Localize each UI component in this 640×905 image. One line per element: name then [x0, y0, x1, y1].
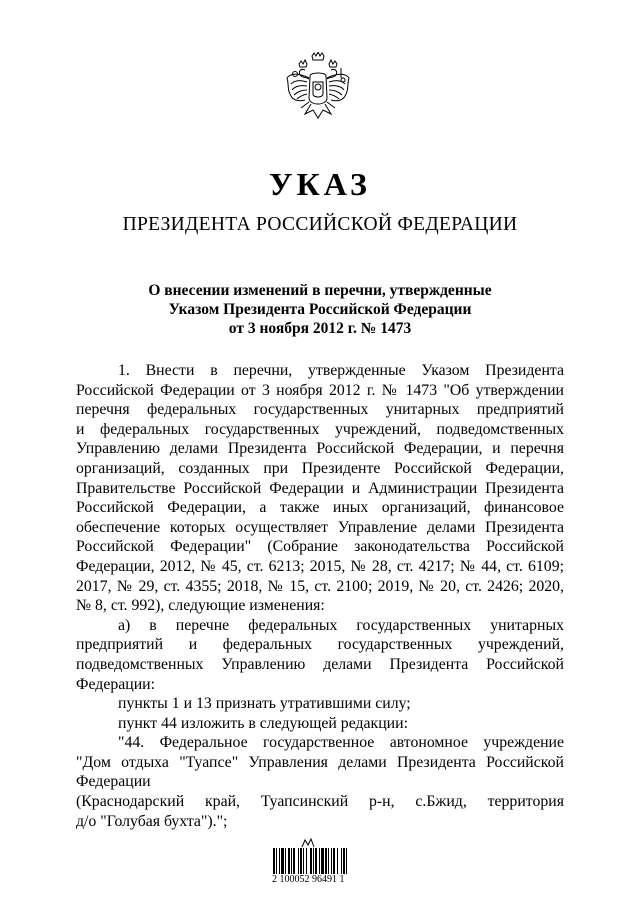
body-line: и федеральных государственных учреждений, подведомственных	[76, 420, 564, 438]
barcode-number: 2 100052 96491 1	[272, 874, 345, 885]
body-line: подведомственных Управлению делами Президента Российской	[76, 655, 564, 673]
body-line: "Дом отдыха "Туапсе" Управления делами Президента Российской	[76, 753, 564, 771]
body-line: Правительстве Российской Федерации и Администрации Президента	[76, 479, 564, 497]
body-line: 1. Внести в перечни, утвержденные Указом Президента	[118, 362, 564, 379]
body-line: Федерации, 2012, № 45, ст. 6213; 2015, № 28, ст. 4217; № 44, ст. 6109;	[76, 557, 564, 575]
body-line: Управлению делами Президента Российской Федерации, и перечня	[76, 440, 564, 458]
body-line: предприятий и федеральных государственных учреждений,	[76, 636, 564, 654]
body-line: организаций, созданных при Президенте Российской Федерации,	[76, 459, 564, 477]
document-subtitle: ПРЕЗИДЕНТА РОССИЙСКОЙ ФЕДЕРАЦИИ	[122, 214, 518, 235]
heading-line: О внесении изменений в перечни, утвержденные	[148, 282, 492, 299]
coat-of-arms-icon	[283, 52, 353, 126]
document-heading	[80, 281, 560, 338]
body-line: (Краснодарский край, Туапсинский р-н, с.Бжид, территория	[76, 793, 564, 811]
body-line: Федерации	[76, 773, 151, 791]
barcode-icon	[273, 848, 365, 874]
body-line: а) в перечне федеральных государственных унитарных	[118, 616, 564, 634]
body-line: Российской Федерации" (Собрание законодательства Российской	[76, 538, 564, 556]
body-line: Федерации:	[76, 675, 155, 693]
heading-line: Указом Президента Российской Федерации	[168, 301, 472, 318]
document-body	[76, 361, 564, 831]
body-line: перечня федеральных государственных унитарных предприятий	[76, 401, 564, 419]
heading-line: от 3 ноября 2012 г. № 1473	[228, 320, 412, 337]
body-line: Российской Федерации от 3 ноября 2012 г. № 1473 "Об утверждении	[76, 381, 564, 399]
body-line: пункты 1 и 13 признать утратившими силу;	[118, 695, 411, 713]
body-line: пункт 44 изложить в следующей редакции:	[118, 714, 408, 732]
body-line: № 8, ст. 992), следующие изменения:	[76, 597, 325, 615]
barcode-mark-icon	[301, 838, 315, 848]
body-line: "44. Федеральное государственное автономное учреждение	[118, 734, 564, 752]
body-line: 2017, № 29, ст. 4355; 2018, № 15, ст. 2100; 2019, № 20, ст. 2426; 2020,	[76, 577, 564, 595]
body-line: обеспечение которых осуществляет Управление делами Президента	[76, 518, 564, 536]
body-line: Российской Федерации, а также иных организаций, финансовое	[76, 499, 564, 517]
document-title: УКАЗ	[269, 166, 371, 202]
body-line: д/о "Голубая бухта").";	[76, 812, 228, 830]
